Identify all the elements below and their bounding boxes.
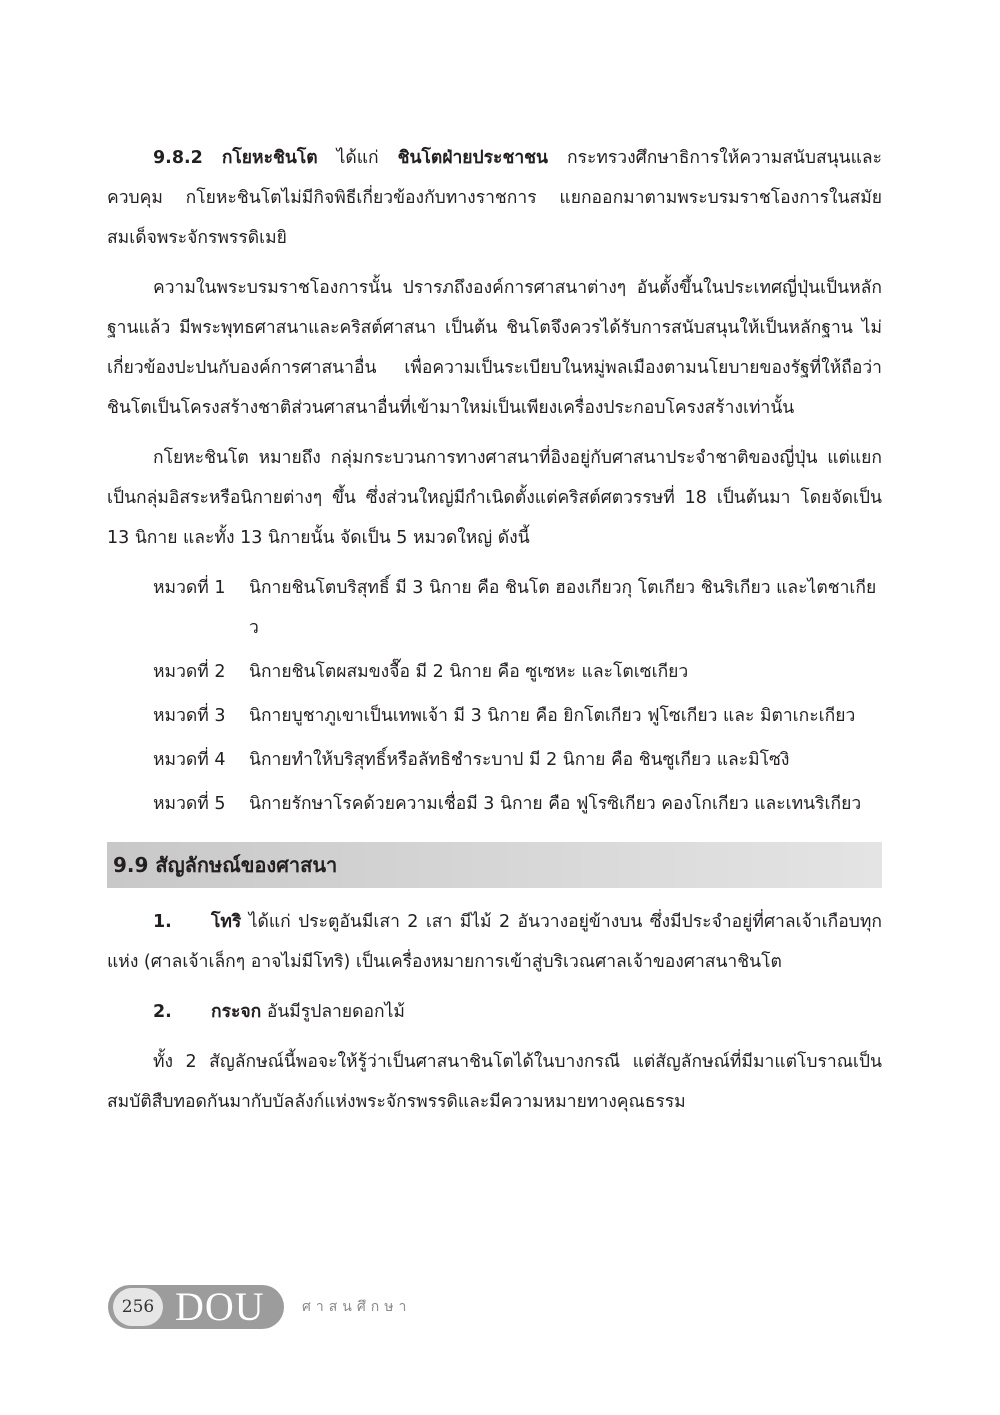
term-torii: โทริ xyxy=(211,912,242,932)
symbol-item-torii xyxy=(107,902,882,982)
text-span: ได้แก่ ประตูอันมีเสา 2 เสา มีไม้ 2 อันวางอยู่ข้างบน ซึ่งมีประจำอยู่ที่ศาลเจ้าเกือบทุกแห่ง (ศาลเจ้าเล็กๆ อาจไม่มีโทริ) เป็นเครื่องหมายการเข้าสู่บริเวณศาลเจ้าของศาสนาชินโต xyxy=(107,912,882,972)
item-number: 1. xyxy=(153,912,172,932)
category-text: นิกายบูชาภูเขาเป็นเทพเจ้า มี 3 นิกาย คือ ยิกโตเกียว ฟูโซเกียว และ มิตาเกะเกียว xyxy=(249,706,856,726)
subsection-number: 9.8.2 xyxy=(153,148,203,168)
list-item xyxy=(153,696,882,736)
symbol-item-mirror xyxy=(153,992,882,1032)
paragraph-kyoha-definition: กโยหะชินโต หมายถึง กลุ่มกระบวนการทางศาสนาที่อิงอยู่กับศาสนาประจำชาติของญี่ปุ่น แต่แยกเป็นกลุ่มอิสระหรือนิกายต่างๆ ขึ้น ซึ่งส่วนใหญ่มีกำเนิดตั้งแต่คริสต์ศตวรรษที่ 18 เป็นต้นมา โดยจัดเป็น 13 นิกาย และทั้ง 13 นิกายนั้น จัดเป็น 5 หมวดใหญ่ ดังนี้ xyxy=(107,448,882,548)
text-span: ได้แก่ xyxy=(317,148,398,168)
item-number: 2. xyxy=(153,1002,172,1022)
paragraph-9-8-2 xyxy=(107,138,882,258)
category-text: นิกายรักษาโรคด้วยความเชื่อมี 3 นิกาย คือ ฟูโรซิเกียว คองโกเกียว และเทนริเกียว xyxy=(249,794,862,814)
section-title: 9.9 สัญลักษณ์ของศาสนา xyxy=(113,853,338,877)
text-span: กระทรวงศึกษาธิการให้ความสนับสนุนและควบคุม กโยหะชินโตไม่มีกิจพิธีเกี่ยวข้องกับทางราชการ แยกออกมาตามพระบรมราชโองการในสมัยสมเด็จพระจักรพรรดิเมยิ xyxy=(107,148,882,248)
footer-badge xyxy=(108,1285,284,1329)
running-title: ศาสนศึกษา xyxy=(302,1299,412,1315)
paragraph-symbols-summary: ทั้ง 2 สัญลักษณ์นี้พอจะให้รู้ว่าเป็นศาสนาชินโตได้ในบางกรณี แต่สัญลักษณ์ที่มีมาแต่โบราณเป็นสมบัติสืบทอดกันมากับบัลลังก์แห่งพระจักรพรรดิและมีความหมายทางคุณธรรม xyxy=(107,1052,882,1112)
category-label: หมวดที่ 3 xyxy=(153,706,226,726)
term-kyoha-shinto: กโยหะชินโต xyxy=(221,148,318,168)
list-item xyxy=(153,652,882,692)
paragraph-imperial-decree: ความในพระบรมราชโองการนั้น ปรารภถึงองค์การศาสนาต่างๆ อันตั้งขึ้นในประเทศญี่ปุ่นเป็นหลักฐานแล้ว มีพระพุทธศาสนาและคริสต์ศาสนา เป็นต้น ชินโตจึงควรได้รับการสนับสนุนให้เป็นหลักฐาน ไม่เกี่ยวข้องปะปนกับองค์การศาสนาอื่น เพื่อความเป็นระเบียบในหมู่พลเมืองตามนโยบายของรัฐที่ให้ถือว่าชินโตเป็นโครงสร้างชาติส่วนศาสนาอื่นที่เข้ามาใหม่เป็นเพียงเครื่องประกอบโครงสร้างเท่านั้น xyxy=(107,278,882,418)
category-label: หมวดที่ 1 xyxy=(153,578,226,598)
dou-logo: DOU xyxy=(175,1284,265,1329)
page-body xyxy=(107,138,882,1122)
list-item xyxy=(153,784,882,824)
page-number: 256 xyxy=(113,1288,163,1326)
category-text: นิกายทำให้บริสุทธิ์หรือลัทธิชำระบาป มี 2 นิกาย คือ ชินซูเกียว และมิโซงิ xyxy=(249,750,790,770)
category-text: นิกายชินโตบริสุทธิ์ มี 3 นิกาย คือ ชินโต ฮองเกียวกุ โตเกียว ชินริเกียว และไตชาเกียว xyxy=(249,578,877,638)
item-text xyxy=(211,992,882,1032)
category-label: หมวดที่ 4 xyxy=(153,750,226,770)
item-text xyxy=(107,902,882,982)
page-footer xyxy=(108,1284,411,1330)
term-mirror: กระจก xyxy=(211,1002,262,1022)
category-text: นิกายชินโตผสมขงจื๊อ มี 2 นิกาย คือ ซูเซหะ และโตเซเกียว xyxy=(249,662,689,682)
section-heading-bar xyxy=(107,842,882,888)
category-list xyxy=(107,568,882,824)
list-item xyxy=(153,740,882,780)
term-popular-shinto: ชินโตฝ่ายประชาชน xyxy=(397,148,548,168)
list-item xyxy=(153,568,882,648)
category-label: หมวดที่ 5 xyxy=(153,794,226,814)
category-label: หมวดที่ 2 xyxy=(153,662,226,682)
text-span: อันมีรูปลายดอกไม้ xyxy=(261,1002,405,1022)
